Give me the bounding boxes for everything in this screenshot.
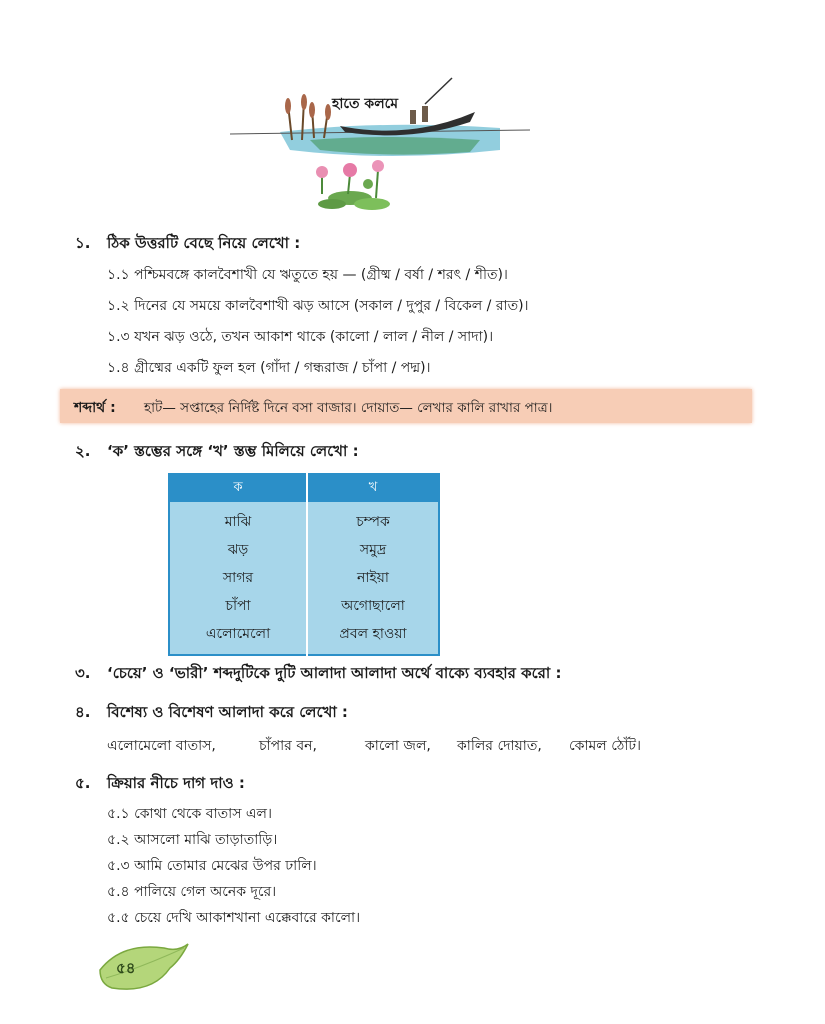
glossary-band xyxy=(60,389,752,423)
table-cell: সমুদ্র xyxy=(359,542,387,558)
page-title: হাতে কলমে xyxy=(332,96,399,112)
question-4 xyxy=(75,701,755,725)
table-row xyxy=(169,564,439,592)
glossary-text: হাট— সপ্তাহের নির্দিষ্ট দিনে বসা বাজার। দোয়াত— লেখার কালি রাখার পাত্র। xyxy=(144,400,553,416)
phrase: কোমল ঠোঁট। xyxy=(569,738,642,754)
question-3 xyxy=(75,662,765,686)
question-prompt: ‘ক’ স্তম্ভের সঙ্গে ‘খ’ স্তম্ভ মিলিয়ে লেখো : xyxy=(107,442,359,460)
table-row xyxy=(169,592,439,620)
q5-sentence-3: ৫.৩ আমি তোমার মেঝের উপর ঢালি। xyxy=(107,858,317,874)
table-cell: মাঝি xyxy=(169,502,307,536)
table-cell: প্রবল হাওয়া xyxy=(339,626,407,642)
table-row xyxy=(169,502,439,536)
question-prompt: বিশেষ্য ও বিশেষণ আলাদা করে লেখো : xyxy=(107,703,348,721)
table-row xyxy=(169,536,439,564)
question-number: ২. xyxy=(75,442,91,460)
question-number: ৪. xyxy=(75,703,91,721)
question-1 xyxy=(75,232,755,256)
question-prompt: ক্রিয়ার নীচে দাগ দাও : xyxy=(107,774,245,792)
q5-sentence-1: ৫.১ কোথা থেকে বাতাস এল। xyxy=(107,806,272,822)
table-cell: নাইয়া xyxy=(356,570,389,586)
table-cell: অগোছালো xyxy=(341,598,405,614)
table-cell: চম্পক xyxy=(356,514,390,530)
question-2 xyxy=(75,440,755,464)
matching-table xyxy=(168,473,440,656)
question-prompt: ‘চেয়ে’ ও ‘ভারী’ শব্দদুটিকে দুটি আলাদা আলাদা অর্থে বাক্যে ব্যবহার করো : xyxy=(107,664,562,682)
q1-option-3: ১.৩ যখন ঝড় ওঠে, তখন আকাশ থাকে (কালো / লাল / নীল / সাদা)। xyxy=(107,329,494,345)
leaf-icon xyxy=(92,938,192,998)
table-cell: চাঁপা xyxy=(169,592,307,620)
table-cell: ঝড় xyxy=(169,536,307,564)
table-row xyxy=(169,620,439,655)
q1-option-2: ১.২ দিনের যে সময়ে কালবৈশাখী ঝড় আসে (সকাল / দুপুর / বিকেল / রাত)। xyxy=(107,298,529,314)
column-header-kha: খ xyxy=(307,474,439,502)
table-header-row xyxy=(169,474,439,502)
q5-sentence-4: ৫.৪ পালিয়ে গেল অনেক দূরে। xyxy=(107,884,277,900)
phrase: কালির দোয়াত, xyxy=(457,738,542,754)
phrase: চাঁপার বন, xyxy=(259,738,317,754)
table-cell: এলোমেলো xyxy=(169,620,307,655)
page-number: ৫৪ xyxy=(116,959,136,977)
phrase: কালো জল, xyxy=(365,738,431,754)
question-number: ৫. xyxy=(75,774,91,792)
q4-phrase-list xyxy=(107,736,747,758)
phrase: এলোমেলো বাতাস, xyxy=(107,738,216,754)
q5-sentence-5: ৫.৫ চেয়ে দেখি আকাশখানা এক্কেবারে কালো। xyxy=(107,910,361,926)
question-prompt: ঠিক উত্তরটি বেছে নিয়ে লেখো : xyxy=(107,234,301,252)
question-number: ১. xyxy=(75,234,91,252)
q1-option-1: ১.১ পশ্চিমবঙ্গে কালবৈশাখী যে ঋতুতে হয় — (গ্রীষ্ম / বর্ষা / শরৎ / শীত)। xyxy=(107,267,508,283)
question-5 xyxy=(75,772,755,796)
q1-option-4: ১.৪ গ্রীষ্মের একটি ফুল হল (গাঁদা / গন্ধরাজ / চাঁপা / পদ্ম)। xyxy=(107,360,431,376)
column-header-ka: ক xyxy=(169,474,307,502)
glossary-label: শব্দার্থ : xyxy=(74,400,116,416)
table-cell: সাগর xyxy=(169,564,307,592)
question-number: ৩. xyxy=(75,664,91,682)
q5-sentence-2: ৫.২ আসলো মাঝি তাড়াতাড়ি। xyxy=(107,832,278,848)
